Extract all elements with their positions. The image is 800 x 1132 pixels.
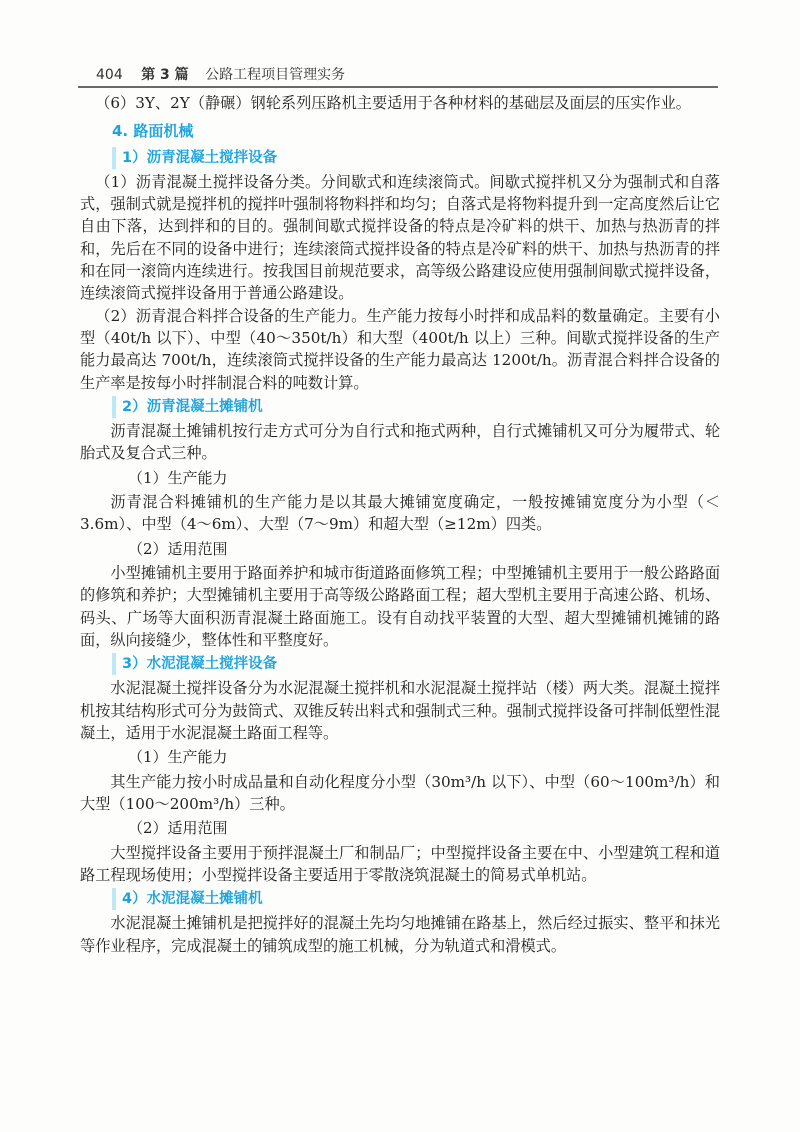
page-number: 404 (96, 67, 123, 83)
sub-subheading: （2）适用范围 (128, 539, 228, 558)
running-header (96, 64, 716, 84)
paragraph: 水泥混凝土搅拌设备分为水泥混凝土搅拌机和水泥混凝土搅拌站（楼）两大类。混凝土搅拌机按其结构形式可分为鼓筒式、双锥反转出料式和强制式三种。强制式搅拌设备可拌制低塑性混凝土，适用于水泥混凝土路面工程等。 (80, 679, 720, 743)
paragraph: （1）沥青混凝土搅拌设备分类。分间歇式和连续滚筒式。间歇式搅拌机又分为强制式和自落式，强制式就是搅拌机的搅拌叶强制将物料拌和均匀；自落式是将物料提升到一定高度然后让它自由下落，达到拌和的目的。强制间歇式搅拌设备的特点是冷矿料的烘干、加热与热沥青的拌和，先后在不同的设备中进行；连续滚筒式搅拌设备的特点是冷矿料的烘干、加热与热沥青的拌和在同一滚筒内连续进行。按我国目前规范要求，高等级公路建设应使用强制间歇式搅拌设备，连续滚筒式搅拌设备用于普通公路建设。 (80, 172, 720, 303)
sub-subheading: （1）生产能力 (128, 468, 228, 487)
paragraph: 沥青混合料摊铺机的生产能力是以其最大摊铺宽度确定，一般按摊铺宽度分为小型（＜3.6m）、中型（4～6m）、大型（7～9m）和超大型（≥12m）四类。 (80, 493, 720, 534)
part-label: 第 3 篇 (141, 67, 189, 83)
paragraph: 其生产能力按小时成品量和自动化程度分小型（30m³/h 以下）、中型（60～100m³/h）和大型（100～200m³/h）三种。 (80, 772, 720, 813)
page-body (80, 92, 720, 957)
paragraph: 水泥混凝土摊铺机是把搅拌好的混凝土先均匀地摊铺在路基上，然后经过振实、整平和抹光等作业程序，完成混凝土的铺筑成型的施工机械，分为轨道式和滑模式。 (80, 914, 720, 955)
subsection-heading: 1）沥青混凝土搅拌设备 (112, 147, 283, 169)
header-rule (78, 86, 718, 88)
section-heading: 4. 路面机械 (112, 122, 194, 141)
book-section-title: 公路工程项目管理实务 (205, 67, 346, 83)
paragraph: （6）3Y、2Y（静碾）钢轮系列压路机主要适用于各种材料的基础层及面层的压实作业。 (95, 94, 691, 112)
paragraph: （2）沥青混合料拌合设备的生产能力。生产能力按每小时拌和成品料的数量确定。主要有小型（40t/h 以下）、中型（40～350t/h）和大型（400t/h 以上）三种。间歇式搅拌设备的生产能力最高达 700t/h，连续滚筒式搅拌设备的生产能力最高达 1200t/h。沥青混合料拌合设备的生产率是按每小时拌制混合料的吨数计算。 (80, 306, 720, 392)
sub-subheading: （1）生产能力 (128, 748, 228, 767)
subsection-heading: 2）沥青混凝土摊铺机 (112, 396, 269, 418)
subsection-heading: 4）水泥混凝土摊铺机 (112, 888, 269, 910)
paragraph: 沥青混凝土摊铺机按行走方式可分为自行式和拖式两种，自行式摊铺机又可分为履带式、轮胎式及复合式三种。 (80, 422, 720, 463)
paragraph: 大型搅拌设备主要用于预拌混凝土厂和制品厂；中型搅拌设备主要在中、小型建筑工程和道路工程现场使用；小型搅拌设备主要适用于零散浇筑混凝土的简易式单机站。 (80, 843, 720, 884)
paragraph: 小型摊铺机主要用于路面养护和城市街道路面修筑工程；中型摊铺机主要用于一般公路路面的修筑和养护；大型摊铺机主要用于高等级公路路面工程；超大型机主要用于高速公路、机场、码头、广场等大面积沥青混凝土路面施工。设有自动找平装置的大型、超大型摊铺机摊铺的路面，纵向接缝少，整体性和平整度好。 (80, 563, 720, 649)
sub-subheading: （2）适用范围 (128, 819, 228, 838)
subsection-heading: 3）水泥混凝土搅拌设备 (112, 653, 283, 675)
